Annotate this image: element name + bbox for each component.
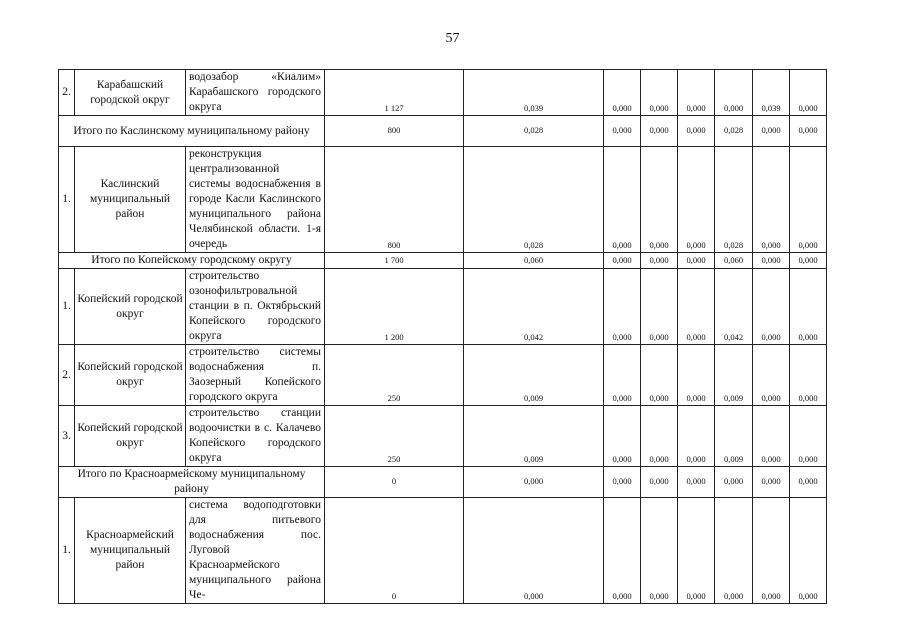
value-cell: 0,042 xyxy=(464,269,604,345)
value-cell: 0,039 xyxy=(464,70,604,116)
total-label: Итого по Каслинскому муниципальному району xyxy=(59,116,325,147)
value-cell: 1 700 xyxy=(325,253,464,269)
object-cell: система водоподготовки для питьевого водоснабжения пос. Луговой Красноармейского муниципального района Че- xyxy=(186,498,325,604)
value-cell: 0,009 xyxy=(715,406,753,467)
value-cell: 0,060 xyxy=(464,253,604,269)
value-cell: 0,028 xyxy=(464,147,604,253)
value-cell: 800 xyxy=(325,116,464,147)
value-cell: 0,060 xyxy=(715,253,753,269)
location-cell: Копейский городской округ xyxy=(75,345,186,406)
value-cell: 0,028 xyxy=(715,147,753,253)
value-cell: 0,009 xyxy=(464,345,604,406)
value-cell: 0,028 xyxy=(715,116,753,147)
object-cell: строительство озонофильтровальной станции в п. Октябрьский Копейского городского округа xyxy=(186,269,325,345)
value-cell: 0,000 xyxy=(604,70,641,116)
location-cell: Каслинский муниципальный район xyxy=(75,147,186,253)
data-table xyxy=(58,69,827,604)
value-cell: 0,000 xyxy=(604,147,641,253)
value-cell: 0,000 xyxy=(641,253,678,269)
value-cell: 0,000 xyxy=(790,269,827,345)
value-cell: 0,000 xyxy=(790,116,827,147)
value-cell: 0 xyxy=(325,498,464,604)
value-cell: 0,000 xyxy=(790,253,827,269)
value-cell: 0,000 xyxy=(678,116,715,147)
value-cell: 0,000 xyxy=(753,269,790,345)
table-row xyxy=(59,70,827,116)
value-cell: 0,000 xyxy=(678,345,715,406)
value-cell: 0,000 xyxy=(464,498,604,604)
value-cell: 0,000 xyxy=(753,253,790,269)
value-cell: 0,000 xyxy=(604,498,641,604)
location-cell: Копейский городской округ xyxy=(75,269,186,345)
location-cell: Красноармейский муниципальный район xyxy=(75,498,186,604)
value-cell: 0,000 xyxy=(604,269,641,345)
value-cell: 0,000 xyxy=(753,147,790,253)
value-cell: 0,000 xyxy=(604,406,641,467)
table-row xyxy=(59,498,827,604)
value-cell: 0,000 xyxy=(715,467,753,498)
value-cell: 0,000 xyxy=(604,467,641,498)
location-cell: Копейский городской округ xyxy=(75,406,186,467)
table-row xyxy=(59,345,827,406)
value-cell: 0,000 xyxy=(678,406,715,467)
value-cell: 0,028 xyxy=(464,116,604,147)
table-row xyxy=(59,147,827,253)
location-cell: Карабашский городской округ xyxy=(75,70,186,116)
value-cell: 0,000 xyxy=(790,406,827,467)
value-cell: 0,000 xyxy=(604,253,641,269)
row-number: 3. xyxy=(59,406,75,467)
value-cell: 0,000 xyxy=(641,345,678,406)
value-cell: 0,009 xyxy=(715,345,753,406)
value-cell: 0,000 xyxy=(678,269,715,345)
value-cell: 250 xyxy=(325,406,464,467)
value-cell: 0,000 xyxy=(753,116,790,147)
row-number: 1. xyxy=(59,269,75,345)
value-cell: 800 xyxy=(325,147,464,253)
value-cell: 1 127 xyxy=(325,70,464,116)
value-cell: 0,000 xyxy=(678,147,715,253)
value-cell: 0,000 xyxy=(641,269,678,345)
value-cell: 0,000 xyxy=(678,70,715,116)
value-cell: 0,000 xyxy=(604,345,641,406)
value-cell: 0,000 xyxy=(790,498,827,604)
row-number: 1. xyxy=(59,147,75,253)
value-cell: 0,000 xyxy=(715,498,753,604)
value-cell: 0,000 xyxy=(790,70,827,116)
value-cell: 0,000 xyxy=(641,406,678,467)
total-row xyxy=(59,467,827,498)
value-cell: 0,000 xyxy=(790,147,827,253)
object-cell: реконструкция централизованной системы водоснабжения в городе Касли Каслинского муниципального района Челябинской области. 1-я очередь xyxy=(186,147,325,253)
object-cell: строительство станции водоочистки в с. Калачево Копейского городского округа xyxy=(186,406,325,467)
value-cell: 0,039 xyxy=(753,70,790,116)
object-cell: водозабор «Киалим» Карабашского городского округа xyxy=(186,70,325,116)
value-cell: 1 200 xyxy=(325,269,464,345)
value-cell: 0,000 xyxy=(678,253,715,269)
table-row xyxy=(59,269,827,345)
value-cell: 0,000 xyxy=(604,116,641,147)
value-cell: 0,000 xyxy=(715,70,753,116)
value-cell: 0,000 xyxy=(753,467,790,498)
row-number: 1. xyxy=(59,498,75,604)
value-cell: 0,000 xyxy=(678,467,715,498)
value-cell: 0,000 xyxy=(641,70,678,116)
row-number: 2. xyxy=(59,70,75,116)
value-cell: 0,000 xyxy=(464,467,604,498)
page-number: 57 xyxy=(445,31,460,46)
value-cell: 0,000 xyxy=(790,345,827,406)
object-cell: строительство системы водоснабжения п. Заозерный Копейского городского округа xyxy=(186,345,325,406)
value-cell: 250 xyxy=(325,345,464,406)
total-row xyxy=(59,253,827,269)
value-cell: 0 xyxy=(325,467,464,498)
value-cell: 0,000 xyxy=(678,498,715,604)
value-cell: 0,000 xyxy=(753,345,790,406)
value-cell: 0,000 xyxy=(641,147,678,253)
value-cell: 0,000 xyxy=(790,467,827,498)
value-cell: 0,009 xyxy=(464,406,604,467)
value-cell: 0,000 xyxy=(641,498,678,604)
total-row xyxy=(59,116,827,147)
value-cell: 0,042 xyxy=(715,269,753,345)
value-cell: 0,000 xyxy=(753,498,790,604)
row-number: 2. xyxy=(59,345,75,406)
total-label: Итого по Копейскому городскому округу xyxy=(59,253,325,269)
table-row xyxy=(59,406,827,467)
total-label: Итого по Красноармейскому муниципальному району xyxy=(59,467,325,498)
value-cell: 0,000 xyxy=(641,116,678,147)
value-cell: 0,000 xyxy=(753,406,790,467)
value-cell: 0,000 xyxy=(641,467,678,498)
